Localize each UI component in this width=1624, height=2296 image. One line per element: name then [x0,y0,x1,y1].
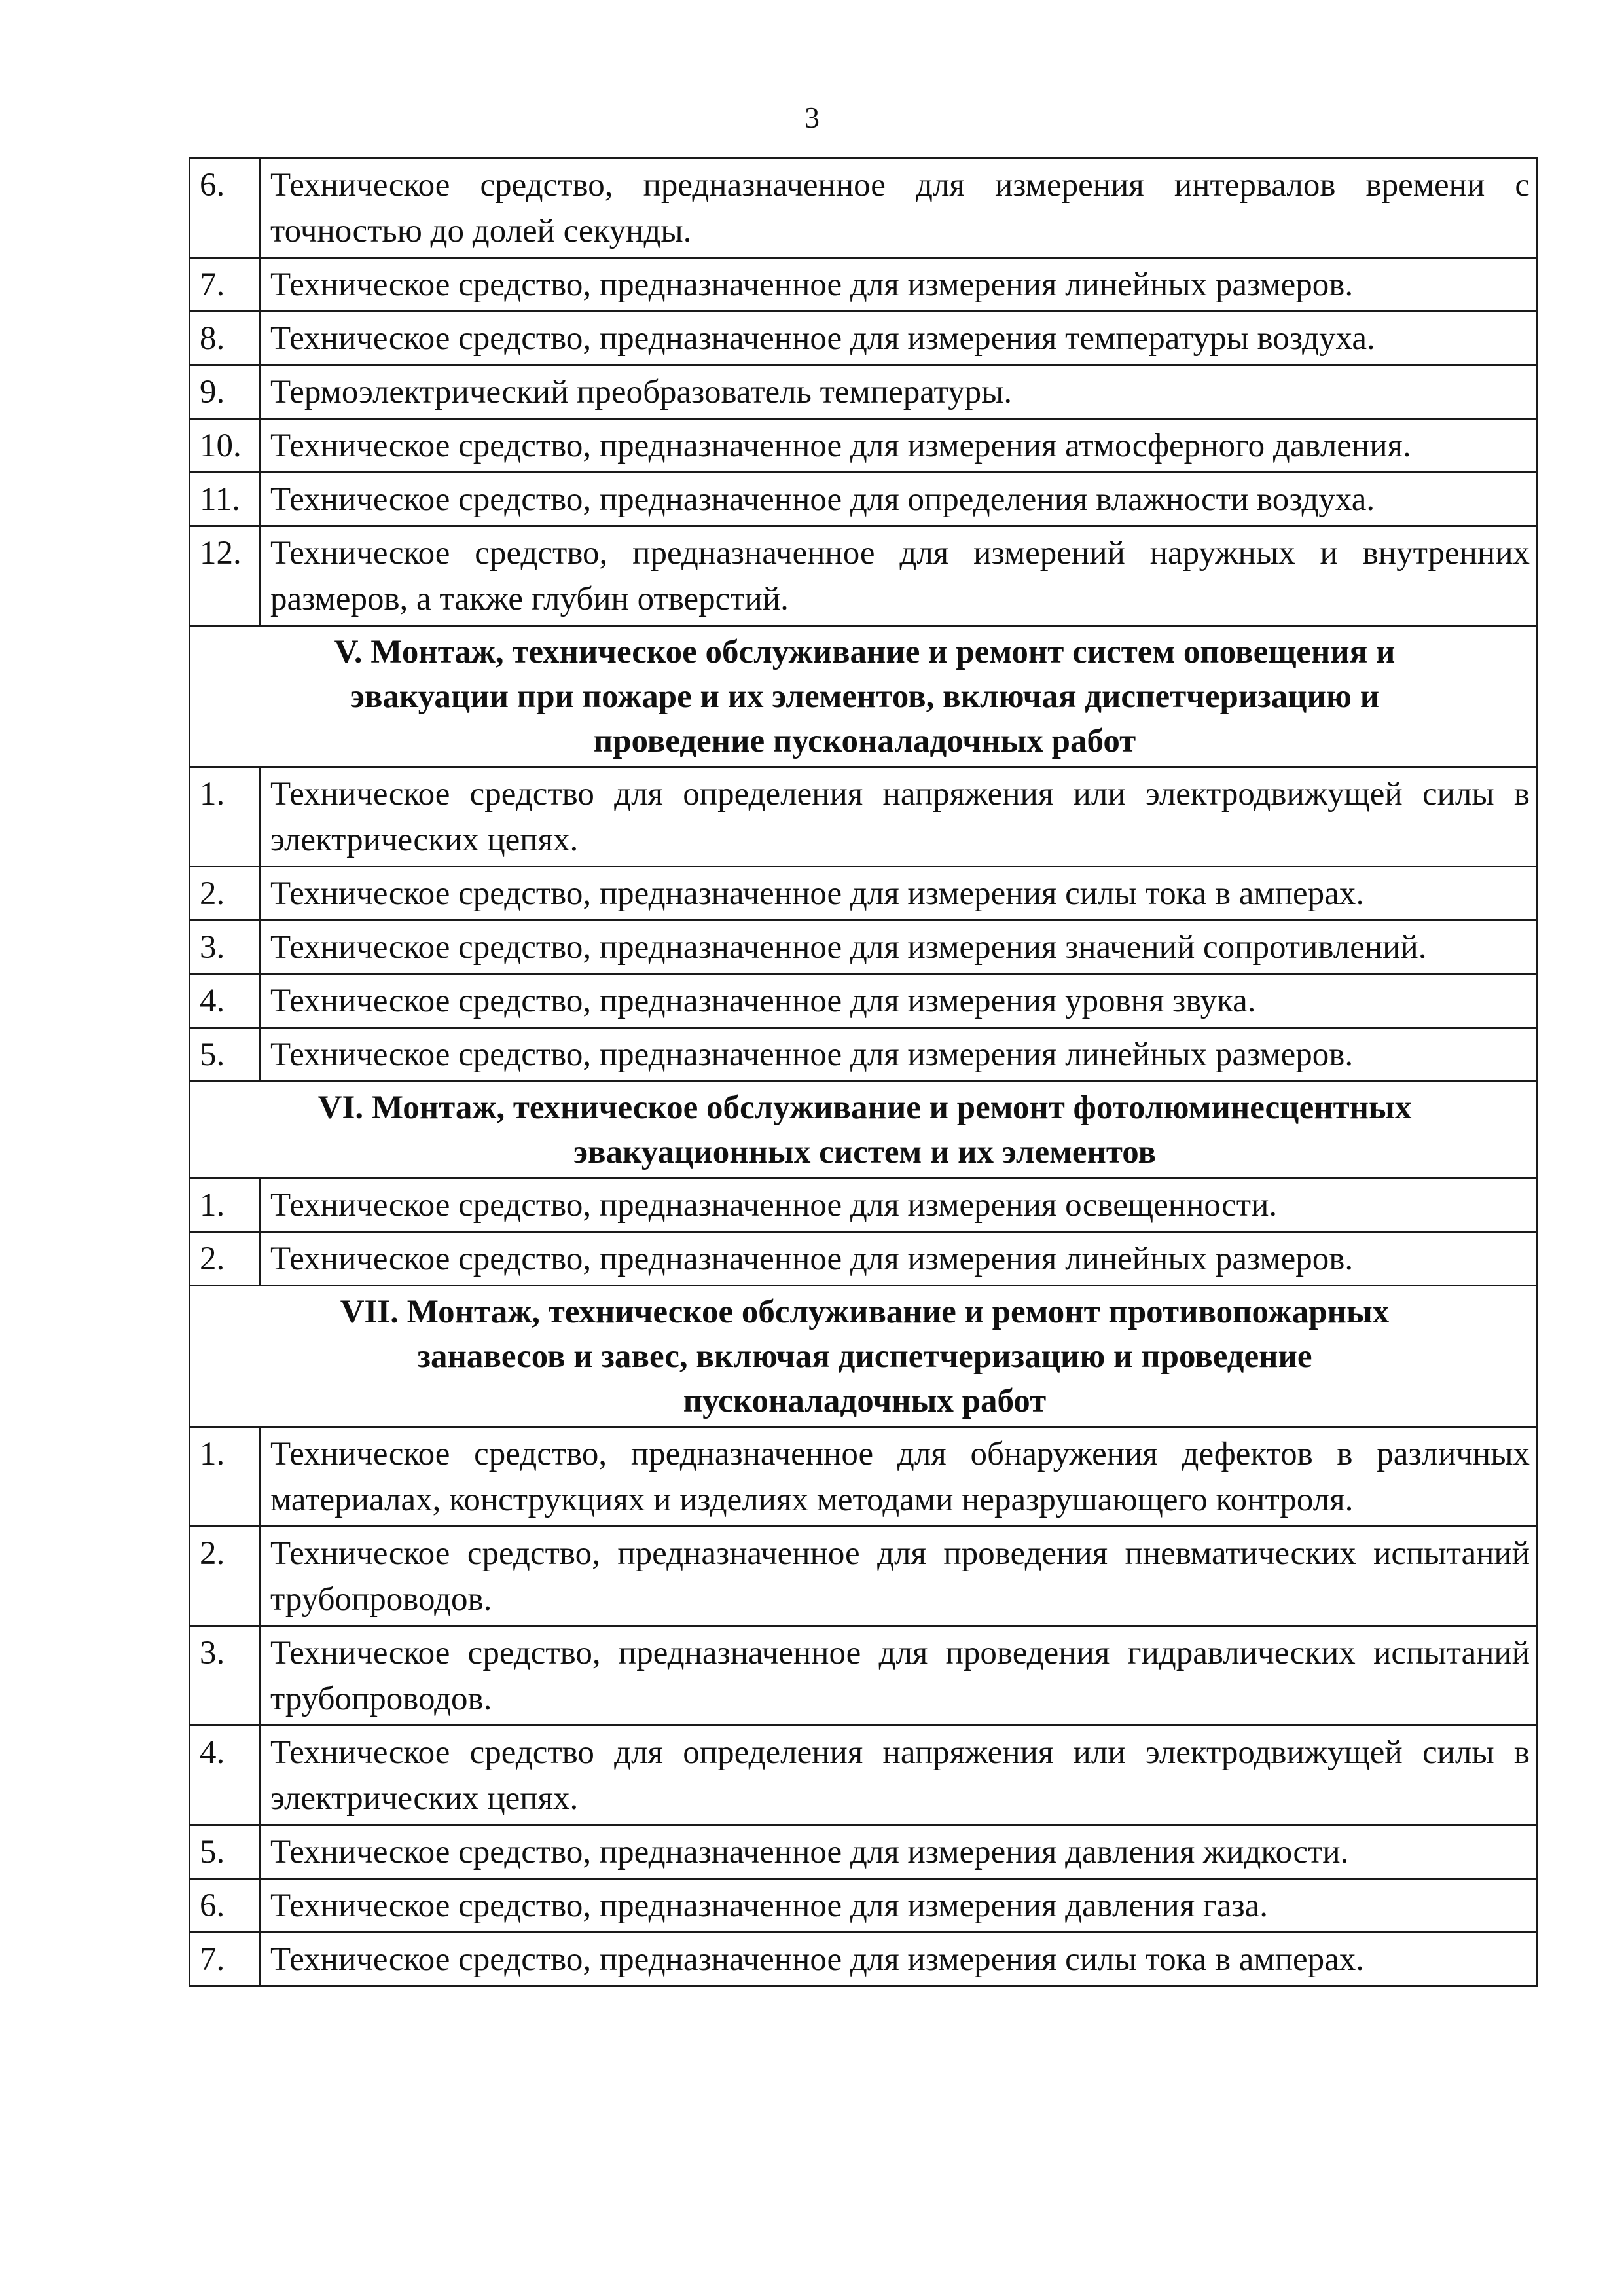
section-title-line: проведение пусконаладочных работ [593,723,1136,759]
row-text: Техническое средство, предназначенное для проведения гидравлических испытаний трубопроводов. [261,1626,1538,1726]
section-header-row [190,626,1538,767]
row-text: Техническое средство, предназначенное для измерения уровня звука. [261,974,1538,1028]
row-text: Техническое средство, предназначенное для измерения давления жидкости. [261,1825,1538,1879]
section-title-line: эвакуации при пожаре и их элементов, включая диспетчеризацию и [350,678,1380,715]
table-row [190,158,1538,258]
table-row [190,526,1538,626]
table-row [190,1527,1538,1626]
row-number: 10. [190,419,261,473]
row-number: 6. [190,1879,261,1933]
row-text: Техническое средство, предназначенное для обнаружения дефектов в различных материалах, конструкциях и изделиях методами неразрушающего контроля. [261,1427,1538,1527]
table-row [190,365,1538,419]
table-row [190,258,1538,312]
table-row [190,767,1538,867]
row-number: 4. [190,1726,261,1825]
row-text: Техническое средство для определения напряжения или электродвижущей силы в электрических цепях. [261,767,1538,867]
row-number: 5. [190,1028,261,1082]
row-text: Техническое средство, предназначенное для измерений наружных и внутренних размеров, а также глубин отверстий. [261,526,1538,626]
row-number: 4. [190,974,261,1028]
row-number: 9. [190,365,261,419]
section-v-title [190,626,1538,767]
row-number: 3. [190,1626,261,1726]
row-number: 3. [190,920,261,974]
equipment-table [189,157,1538,1987]
table-row [190,920,1538,974]
section-title-line: занавесов и завес, включая диспетчеризацию и проведение [417,1338,1312,1375]
section-header-row [190,1286,1538,1427]
row-text: Техническое средство, предназначенное для измерения линейных размеров. [261,1232,1538,1286]
row-text: Техническое средство, предназначенное для измерения давления газа. [261,1879,1538,1933]
row-text: Техническое средство для определения напряжения или электродвижущей силы в электрических цепях. [261,1726,1538,1825]
row-number: 5. [190,1825,261,1879]
row-text: Техническое средство, предназначенное для измерения интервалов времени с точностью до долей секунды. [261,158,1538,258]
row-text: Техническое средство, предназначенное для измерения значений сопротивлений. [261,920,1538,974]
table-row [190,312,1538,365]
table-row [190,419,1538,473]
section-title-line: VI. Монтаж, техническое обслуживание и ремонт фотолюминесцентных [317,1089,1412,1126]
section-title-line: VII. Монтаж, техническое обслуживание и ремонт противопожарных [340,1294,1390,1330]
page-number: 3 [804,101,820,134]
section-title-line: эвакуационных систем и их элементов [573,1134,1157,1171]
row-text: Техническое средство, предназначенное для измерения температуры воздуха. [261,312,1538,365]
table-row [190,1427,1538,1527]
table-row [190,1232,1538,1286]
row-number: 1. [190,1427,261,1527]
section-title-line: V. Монтаж, техническое обслуживание и ремонт систем оповещения и [334,634,1396,670]
row-number: 8. [190,312,261,365]
row-text: Техническое средство, предназначенное для измерения атмосферного давления. [261,419,1538,473]
section-header-row [190,1082,1538,1178]
row-number: 6. [190,158,261,258]
row-number: 2. [190,1232,261,1286]
section-title-line: пусконаладочных работ [683,1383,1047,1419]
row-number: 11. [190,473,261,526]
row-text: Техническое средство, предназначенное для измерения освещенности. [261,1178,1538,1232]
row-number: 2. [190,867,261,920]
table-row [190,867,1538,920]
row-text: Техническое средство, предназначенное для определения влажности воздуха. [261,473,1538,526]
table-row [190,473,1538,526]
section-vii-title [190,1286,1538,1427]
table-row [190,1626,1538,1726]
table-row [190,1879,1538,1933]
row-number: 2. [190,1527,261,1626]
table-row [190,974,1538,1028]
row-number: 7. [190,1933,261,1986]
row-number: 1. [190,767,261,867]
row-text: Техническое средство, предназначенное для проведения пневматических испытаний трубопроводов. [261,1527,1538,1626]
row-text: Техническое средство, предназначенное для измерения силы тока в амперах. [261,867,1538,920]
table-row [190,1726,1538,1825]
row-text: Термоэлектрический преобразователь температуры. [261,365,1538,419]
row-text: Техническое средство, предназначенное для измерения силы тока в амперах. [261,1933,1538,1986]
section-vi-title [190,1082,1538,1178]
table-row [190,1825,1538,1879]
table-row [190,1028,1538,1082]
table-row [190,1933,1538,1986]
row-text: Техническое средство, предназначенное для измерения линейных размеров. [261,1028,1538,1082]
row-number: 1. [190,1178,261,1232]
row-number: 12. [190,526,261,626]
table-row [190,1178,1538,1232]
row-number: 7. [190,258,261,312]
row-text: Техническое средство, предназначенное для измерения линейных размеров. [261,258,1538,312]
